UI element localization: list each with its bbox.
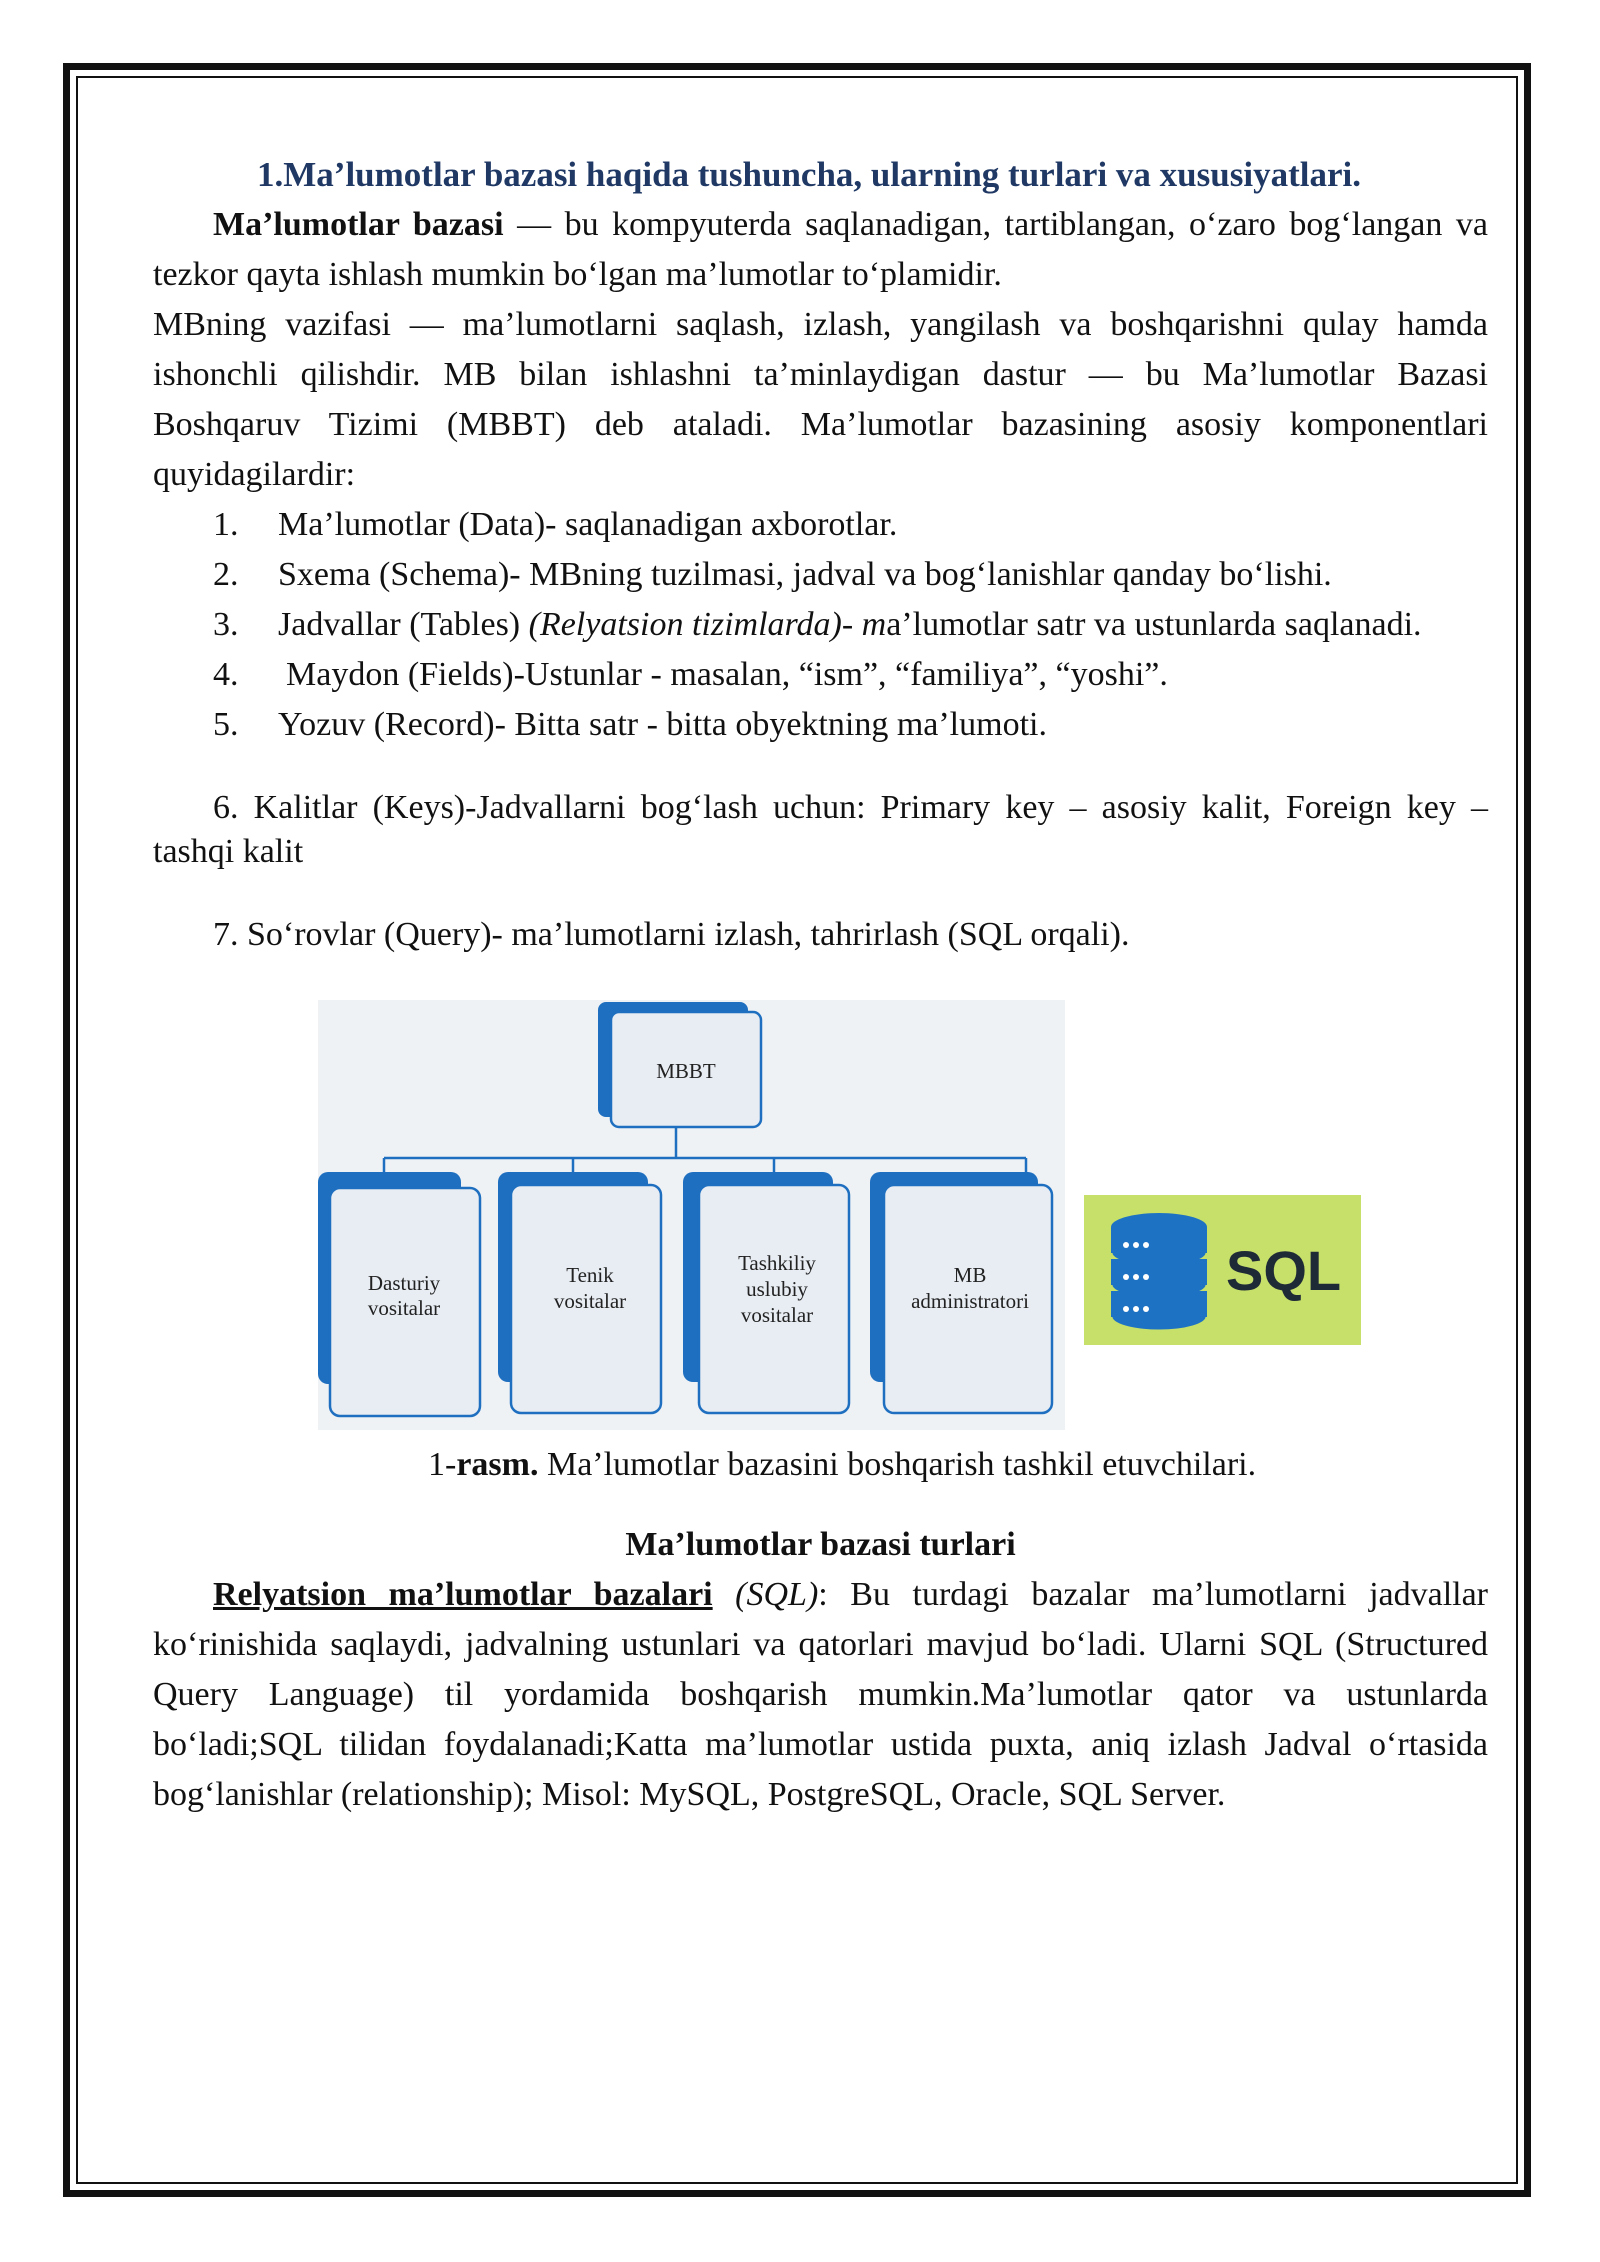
sql-logo (1084, 1195, 1361, 1345)
svg-text:administratori: administratori (911, 1289, 1029, 1313)
list-item-4: 4. Maydon (Fields)-Ustunlar - masalan, “ism”, “familiya”, “yoshi”. (213, 656, 1168, 693)
list-item-2: 2. Sxema (Schema)- MBning tuzilmasi, jadval va bog‘lanishlar qanday bo‘lishi. (213, 556, 1332, 593)
mb-purpose-paragraph: MBning vazifasi — ma’lumotlarni saqlash, izlash, yangilash va boshqarishni qulay hamda ishonchli qilishdir. MB bilan ishlashni ta’minlaydigan dastur — bu Ma’lumotlar Bazasi Boshqaruv Tizimi (MBBT) deb ataladi. Ma’lumotlar bazasining asosiy komponentlari quyidagilardir: (153, 306, 1488, 493)
page-content (153, 150, 1488, 1820)
mbbt-diagram (318, 1000, 1065, 1430)
section-heading: Ma’lumotlar bazasi turlari (625, 1526, 1016, 1563)
svg-text:Tashkiliy: Tashkiliy (738, 1251, 816, 1275)
root-node-label: MBBT (656, 1059, 716, 1083)
page-title: 1.Ma’lumotlar bazasi haqida tushuncha, ularning turlari va xususiyatlari. (257, 155, 1361, 194)
intro-paragraph (153, 200, 1488, 300)
list-item-6: 6. Kalitlar (Keys)-Jadvallarni bog‘lash uchun: Primary key – asosiy kalit, Foreign key – tashqi kalit (153, 789, 1488, 870)
database-icon (1111, 1213, 1207, 1331)
svg-text:uslubiy: uslubiy (746, 1277, 808, 1301)
node-tashkiliy-uslubiy-vositalar (683, 1172, 849, 1413)
node-tenik-vositalar (498, 1172, 661, 1413)
relational-term: Relyatsion ma’lumotlar bazalari (213, 1576, 713, 1613)
svg-text:vositalar: vositalar (740, 1303, 814, 1327)
svg-text:Dasturiy: Dasturiy (367, 1271, 441, 1295)
intro-term: Ma’lumotlar bazasi (213, 206, 504, 243)
svg-text:MB: MB (953, 1263, 987, 1287)
node-dasturiy-vositalar (318, 1172, 480, 1416)
node-mb-administratori (870, 1172, 1052, 1413)
list-item-3: 3. Jadvallar (Tables) (Relyatsion tizimlarda)- ma’lumotlar satr va ustunlarda saqlanadi. (213, 606, 1422, 643)
svg-text:vositalar: vositalar (367, 1296, 441, 1320)
svg-text:vositalar: vositalar (553, 1289, 627, 1313)
figure-caption: 1-rasm. Ma’lumotlar bazasini boshqarish tashkil etuvchilari. (428, 1446, 1257, 1483)
sql-logo-text: SQL (1226, 1239, 1342, 1302)
list-item-5: 5. Yozuv (Record)- Bitta satr - bitta obyektning ma’lumoti. (213, 706, 1047, 743)
intro-definition: — bu kompyuterda saqlanadigan, tartiblangan, o‘zaro bog‘langan va tezkor qayta ishlash mumkin bo‘lgan ma’lumotlar to‘plamidir. (153, 206, 1488, 293)
list-item-7: 7. So‘rovlar (Query)- ma’lumotlarni izlash, tahrirlash (SQL orqali). (213, 916, 1130, 953)
list-item-1: 1. Ma’lumotlar (Data)- saqlanadigan axborotlar. (213, 506, 898, 543)
figure (153, 960, 1488, 1440)
relational-paragraph: Relyatsion ma’lumotlar bazalari (SQL): Bu turdagi bazalar ma’lumotlarni jadvallar ko‘rinishida saqlaydi, jadvalning ustunlari va qatorlari mavjud bo‘ladi. Ularni SQL (Structured Query Language) til yordamida boshqarish mumkin.Ma’lumotlar qator va ustunlarda bo‘ladi;SQL tilidan foydalanadi;Katta ma’lumotlar ustida puxta, aniq izlash Jadval o‘rtasida bog‘lanishlar (relationship); Misol: MySQL, PostgreSQL, Oracle, SQL Server. (153, 1576, 1489, 1813)
svg-text:Tenik: Tenik (566, 1263, 614, 1287)
root-node (598, 1002, 761, 1127)
